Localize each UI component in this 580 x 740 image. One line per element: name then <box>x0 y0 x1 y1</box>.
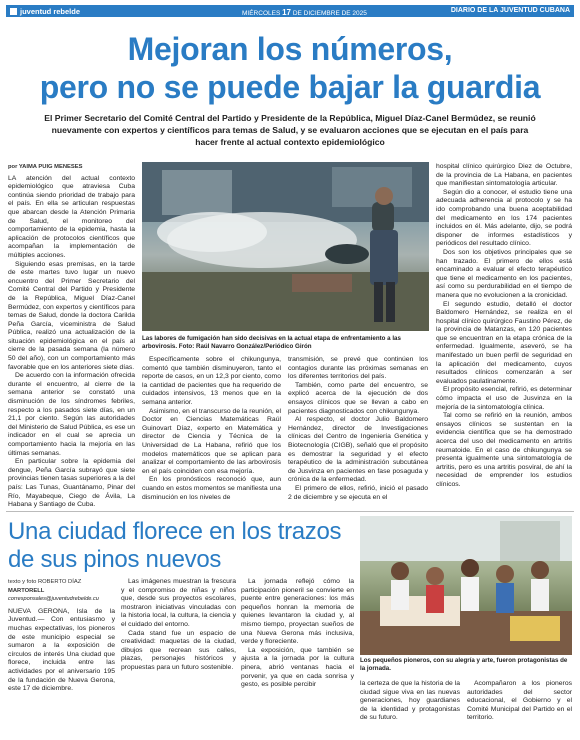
paragraph: También, como parte del encuentro, se explicó acerca de la ejecución de dos ensayos clínicos que se llevan a cabo en pacientes diagnosticados con chikungunya. <box>288 381 428 415</box>
paragraph: El segundo estudio, detalló el doctor Baldomero Hernández, se realiza en el hospital clínico quirúrgico Faustino Pérez, de la provincia de Matanzas, en 120 pacientes que se encuentran en la etapa crónica de la enfermedad. Igualmente, aseveró, se ha manifestado un buen perfil de seguridad en la aplicación del medicamento, cuyos resultados clínicos comenzarán a ser evaluados paulatinamente. <box>436 300 572 385</box>
paragraph: la certeza de que la historia de la ciudad sigue viva en las nuevas generaciones, hoy guardianes de la identidad y protagonistas de su futuro. <box>360 680 460 722</box>
article-deck: El Primer Secretario del Comité Central del Partido y Presidente de la República, Miguel Díaz-Canel Bermúdez, se reunió nuevamente con expertos y científicos para temas de Salud, y se evaluaron acciones que se ejecutan en el país para hacer frente al actual contexto epidemiológico <box>44 113 536 147</box>
paragraph: La exposición, que también se ajusta a la jornada por la cultura pinera, abrió ventanas hacia el porvenir, ya que en cada sonrisa y gesto, es posible percibir <box>241 646 354 689</box>
photo-caption: Las labores de fumigación han sido decisivas en la actual etapa de enfrentamiento a las arbovirosis. Foto: Raúl Navarro González/Periódico Girón <box>142 335 401 350</box>
paragraph: transmisión, se prevé que continúen los contagios durante las próximas semanas en los diferentes territorios del país. <box>288 356 428 381</box>
article-column-4 <box>436 163 572 490</box>
article-2-column-5 <box>467 680 572 723</box>
article-column-1 <box>8 163 135 510</box>
paragraph: De acuerdo con la información ofrecida durante el encuentro, al cierre de la semana anterior se constató una disminución de los síndromes febriles, respecto a los pasados siete días, en un 21,1 por ciento. Según las autoridades del Ministerio de Salud Pública, es ese un indicador en el cual se aprecia un comportamiento hacia la mejoría en las últimas semanas. <box>8 372 135 457</box>
article-2-column-2 <box>121 578 236 673</box>
paragraph: Acompañaron a los pioneros autoridades del sector educacional, el Gobierno y el Comité Municipal del Partido en el territorio. <box>467 680 572 722</box>
paragraph: Asimismo, en el transcurso de la reunión, el Doctor en Ciencias Matemáticas Raúl Guinovart Díaz, experto en Matemática y director de Ciencia y Técnica de la Universidad de La Habana, refirió que los modelos matemáticos que se aplican para analizar el comportamiento de las arbovirosis en el país coinciden con esa mejoría. <box>142 407 281 475</box>
issue-date: MIÉRCOLES 17 DE DICIEMBRE DE 2025 <box>242 7 367 17</box>
paragraph: NUEVA GERONA, Isla de la Juventud.— Con entusiasmo y muchas expectativas, los pioneros de este municipio especial se sumaron a la exposición de círculos de interés Una ciudad que florece, incluida entre las actividades por el aniversario 195 de la fundación de Nueva Gerona, este 17 de diciembre. <box>8 607 115 693</box>
paragraph: El propósito esencial, refirió, es determinar cómo impacta el uso de Jusvinza en la mejoría de la sintomatología clínica. <box>436 386 572 411</box>
paragraph: Específicamente sobre el chikungunya, comentó que también disminuyeron, tanto el reporte de casos, en un 12,3 por ciento, como la cantidad de pacientes que ha requerido de cuidados intensivos, 13 menos que en la semana anterior. <box>142 356 281 406</box>
byline: por YAIMA PUIG MENESES <box>8 164 83 170</box>
fumigation-photo-illustration <box>142 162 429 331</box>
paragraph: En particular sobre la epidemia del dengue, Peña García subrayó que siete provincias tienen tasas superiores a la del país: Las Tunas, Guantánamo, Pinar del Río, Mayabeque, Ciego de Ávila, La Habana y Santiago de Cuba. <box>8 458 135 509</box>
section-divider <box>6 511 574 512</box>
paragraph: El primero de ellos, refirió, inició el pasado 2 de diciembre y se ejecuta en el <box>288 484 428 501</box>
paragraph: Al respecto, el doctor Julio Baldomero Hernández, director de Investigaciones clínicas del Centro de Ingeniería Genética y Biotecnología (CIGB), señaló que el propósito es demostrar la seguridad y el efecto terapéutico de la administración subcutánea de Jusvinza en pacientes en fase posaguda y crónica de la enfermedad. <box>288 416 428 484</box>
paragraph: LA atención del actual contexto epidemiológico que atraviesa Cuba continúa siendo prioridad de trabajo para el país. En ella se articulan respuestas que abarcan desde la Atención Primaria de Salud, el monitoreo del comportamiento de la epidemia, hasta la aplicación de protocolos científicos que acompañan la implementación de múltiples acciones. <box>8 174 135 259</box>
article-2-column-1 <box>8 578 115 694</box>
pioneers-photo <box>360 516 572 655</box>
photo-caption-2: Los pequeños pioneros, con su alegría y arte, fueron protagonistas de la jornada. <box>360 657 568 672</box>
logo-square-icon <box>10 8 17 15</box>
page-header-bar <box>6 5 574 17</box>
paragraph: La jornada reflejó cómo la participación pioneril se convierte en puente entre generaciones: los más pequeños honran la memoria de quienes levantaron la ciudad y, al mismo tiempo, proyectan sueños de una Nueva Gerona más inclusiva, verde y floreciente. <box>241 578 354 646</box>
paragraph: Tal como se refirió en la reunión, ambos ensayos clínicos se sustentan en la evidencia científica que se ha demostrado acerca del uso del medicamento en artritis reumatoide. En el caso de chikungunya se presenta igualmente una sintomatología de artritis, pero es una artritis posviral, de ahí la necesidad de emprender los estudios clínicos. <box>436 412 572 488</box>
paragraph: Según dio a conocer, el estudio tiene una adecuada adherencia al protocolo y se ha ido comprobando una buena aceptabilidad del medicamento en los 174 pacientes incluidos en él. Más adelante, dijo, se podrá disponer de informes estadísticos y periódicos del resultado clínico. <box>436 188 572 248</box>
article-column-3 <box>288 356 428 502</box>
section-name: juventud rebelde <box>10 7 80 17</box>
fumigation-photo <box>142 162 429 331</box>
paragraph: Dos son los objetivos principales que se han trazado. El primero de ellos está encaminado a evaluar el efecto terapéutico que tiene el medicamento en los pacientes, así como su perdurabilidad en el tiempo de manera que no evolucionen a la cronicidad. <box>436 248 572 299</box>
author-email: corresponsales@juventudrebelde.cu <box>8 596 99 603</box>
article-2-column-4 <box>360 680 460 723</box>
paragraph: Siguiendo esas premisas, en la tarde de este martes tuvo lugar un nuevo encuentro del Primer Secretario del Comité Central del Partido y Presidente de la República, Miguel Díaz-Canel Bermúdez, con expertos y científicos para temas de Salud, donde la doctora Carilda Peña García, viceministra de Salud Pública, realizó una actualización de la situación epidemiológica en el país al cierre de la pasada semana (la número 50 del año), con un comportamiento más favorable que en los anteriores siete días. <box>8 260 135 371</box>
newspaper-tagline: DIARIO DE LA JUVENTUD CUBANA <box>450 7 570 14</box>
article-column-2 <box>142 356 281 502</box>
article-headline: Mejoran los números, pero no se puede bajar la guardia <box>39 31 541 105</box>
paragraph: hospital clínico quirúrgico Diez de Octubre, de la provincia de La Habana, en pacientes que manifiestan sintomatología articular. <box>436 163 572 188</box>
article-2-headline: Una ciudad florece en los trazos de sus pinos nuevos <box>8 518 342 573</box>
article-2-column-3 <box>241 578 354 690</box>
paragraph: Las imágenes muestran la frescura y el compromiso de niñas y niños que, desde sus proyectos escolares, mostraron iniciativas vinculadas con la historia local, la cultura, la ciencia y el cuidado del entorno. <box>121 578 236 628</box>
pioneers-photo-illustration <box>360 516 572 655</box>
paragraph: En los pronósticos reconoció que, aun cuando en estos momentos se manifiesta una disminución en los niveles de <box>142 476 281 501</box>
credit-line: texto y foto ROBERTO DÍAZ MARTORELL <box>8 579 82 594</box>
paragraph: Cada stand fue un espacio de creatividad: maquetas de la ciudad, dibujos que recrean sus calles, plazas, personajes históricos y propuestas para un futuro sostenible. <box>121 629 236 671</box>
